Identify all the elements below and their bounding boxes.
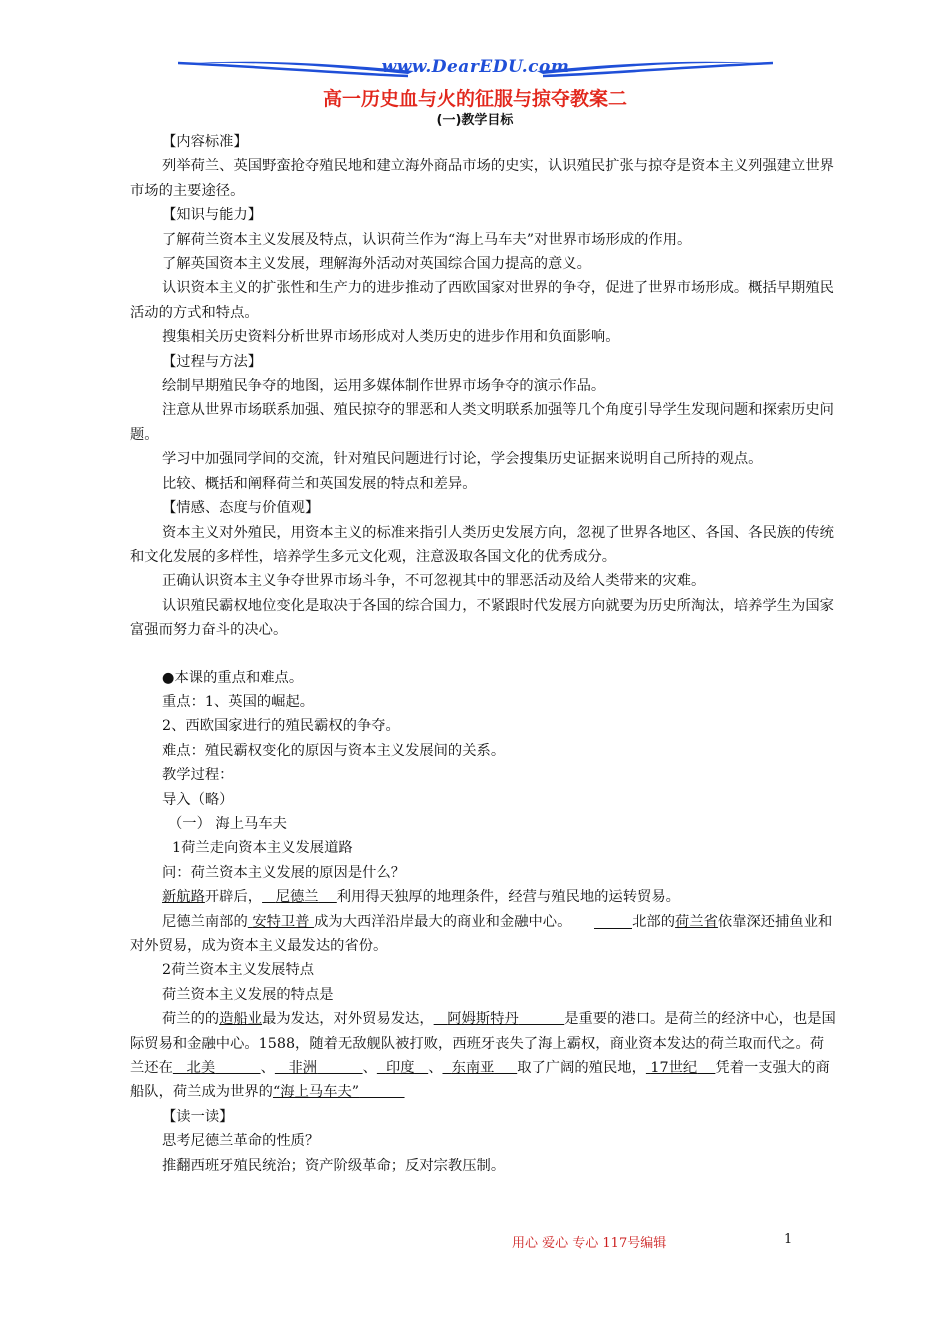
knowledge-heading: 【知识与能力】 bbox=[162, 207, 263, 224]
key-point: 重点：1、英国的崛起。 bbox=[162, 693, 315, 710]
blank-answer: 安特卫普 bbox=[252, 913, 310, 930]
difficulty: 难点：殖民霸权变化的原因与资本主义发展间的关系。 bbox=[162, 742, 506, 759]
document-body bbox=[130, 130, 836, 1178]
blank-answer: 尼德兰 bbox=[275, 889, 319, 906]
page-number: 1 bbox=[784, 1232, 793, 1247]
paragraph: 认识殖民霸权地位变化是取决于各国的综合国力，不紧跟时代发展方向就要为历史所淘汰，培养学生为国家富强而努力奋斗的决心。 bbox=[130, 597, 834, 639]
key-point: 2、西欧国家进行的殖民霸权的争夺。 bbox=[162, 718, 400, 735]
blank-answer: “海上马车夫” bbox=[272, 1084, 360, 1101]
blank-answer: 东南亚 bbox=[451, 1060, 495, 1077]
features-intro: 荷兰资本主义发展的特点是 bbox=[162, 986, 334, 1003]
intro-label: 导入（略） bbox=[162, 791, 234, 808]
part-heading: （一） 海上马车夫 bbox=[168, 815, 287, 832]
process-label: 教学过程： bbox=[162, 767, 234, 784]
paragraph: 了解荷兰资本主义发展及特点，认识荷兰作为“海上马车夫”对世界市场形成的作用。 bbox=[162, 231, 692, 248]
key-points-heading: ●本课的重点和难点。 bbox=[162, 669, 304, 686]
read-heading: 【读一读】 bbox=[162, 1108, 234, 1125]
blank-answer: 阿姆斯特丹 bbox=[447, 1011, 519, 1028]
blank-answer: 北美 bbox=[186, 1060, 216, 1077]
paragraph: 正确认识资本主义争夺世界市场斗争，不可忽视其中的罪恶活动及给人类带来的灾难。 bbox=[162, 573, 706, 590]
blank-line bbox=[594, 911, 632, 929]
paragraph: 比较、概括和阐释荷兰和英国发展的特点和差异。 bbox=[162, 475, 477, 492]
section-heading: (一)教学目标 bbox=[436, 113, 514, 128]
item-heading: 1荷兰走向资本主义发展道路 bbox=[172, 840, 353, 857]
question: 思考尼德兰革命的性质？ bbox=[162, 1133, 320, 1150]
blank-answer: 造船业 bbox=[219, 1011, 263, 1028]
paragraph: 列举荷兰、英国野蛮抢夺殖民地和建立海外商品市场的史实，认识殖民扩张与掠夺是资本主义列强建立世界市场的主要途径。 bbox=[130, 158, 834, 199]
route-paragraph: 新航路开辟后， 尼德兰 利用得天独厚的地理条件，经营与殖民地的运转贸易。 bbox=[162, 889, 680, 906]
blank-answer: 印度 bbox=[385, 1060, 415, 1077]
question: 问：荷兰资本主义发展的原因是什么？ bbox=[162, 864, 406, 881]
paragraph: 搜集相关历史资料分析世界市场形成对人类历史的进步作用和负面影响。 bbox=[162, 329, 620, 346]
paragraph: 绘制早期殖民争夺的地图，运用多媒体制作世界市场争夺的演示作品。 bbox=[162, 378, 606, 395]
answer: 推翻西班牙殖民统治；资产阶级革命；反对宗教压制。 bbox=[162, 1157, 506, 1174]
blank-answer: 新航路 bbox=[162, 889, 205, 906]
spacer bbox=[130, 643, 836, 666]
content-standard-heading: 【内容标准】 bbox=[162, 134, 248, 150]
paragraph: 学习中加强同学间的交流，针对殖民问题进行讨论，学会搜集历史证据来说明自己所持的观点。 bbox=[162, 451, 763, 468]
site-url[interactable]: www.DearEDU.com bbox=[381, 57, 570, 77]
site-banner bbox=[178, 58, 773, 80]
paragraph: 了解英国资本主义发展，理解海外活动对英国综合国力提高的意义。 bbox=[162, 256, 591, 273]
blank-answer: 17世纪 bbox=[650, 1060, 698, 1077]
blank-answer: 荷兰省 bbox=[675, 913, 718, 930]
features-paragraph: 荷兰的的造船业最为发达，对外贸易发达， 阿姆斯特丹 是重要的港口。是荷兰的经济中心，也是国际贸易和金融中心。1588，随着无敌舰队被打败，西班牙丧失了海上霸权，商业资本发达的荷兰取而代之。荷兰还在 北美 、 非洲 、 印度 、 东南亚 取了广阔的殖民地， 17世纪 凭着一支强大的商船队，荷兰成为世界的“海上马车夫” bbox=[130, 1011, 836, 1101]
blank-answer: 非洲 bbox=[288, 1060, 318, 1077]
page-title: 高一历史血与火的征服与掠夺教案二 bbox=[322, 88, 627, 110]
paragraph: 认识资本主义的扩张性和生产力的进步推动了西欧国家对世界的争夺，促进了世界市场形成。概括早期殖民活动的方式和特点。 bbox=[130, 280, 834, 321]
paragraph: 注意从世界市场联系加强、殖民掠夺的罪恶和人类文明联系加强等几个角度引导学生发现问题和探索历史问题。 bbox=[130, 402, 834, 443]
item-heading: 2荷兰资本主义发展特点 bbox=[162, 962, 315, 979]
process-heading: 【过程与方法】 bbox=[162, 353, 263, 370]
footer-text: 用心 爱心 专心 117号编辑 bbox=[512, 1236, 667, 1251]
paragraph: 资本主义对外殖民，用资本主义的标准来指引人类历史发展方向，忽视了世界各地区、各国、各民族的传统和文化发展的多样性，培养学生多元文化观，注意汲取各国文化的优秀成分。 bbox=[130, 524, 834, 565]
attitude-heading: 【情感、态度与价值观】 bbox=[162, 500, 320, 517]
south-paragraph: 尼德兰南部的 安特卫普 成为大西洋沿岸最大的商业和金融中心。 北部的荷兰省依靠深还捕鱼业和对外贸易，成为资本主义最发达的省份。 bbox=[130, 910, 836, 959]
